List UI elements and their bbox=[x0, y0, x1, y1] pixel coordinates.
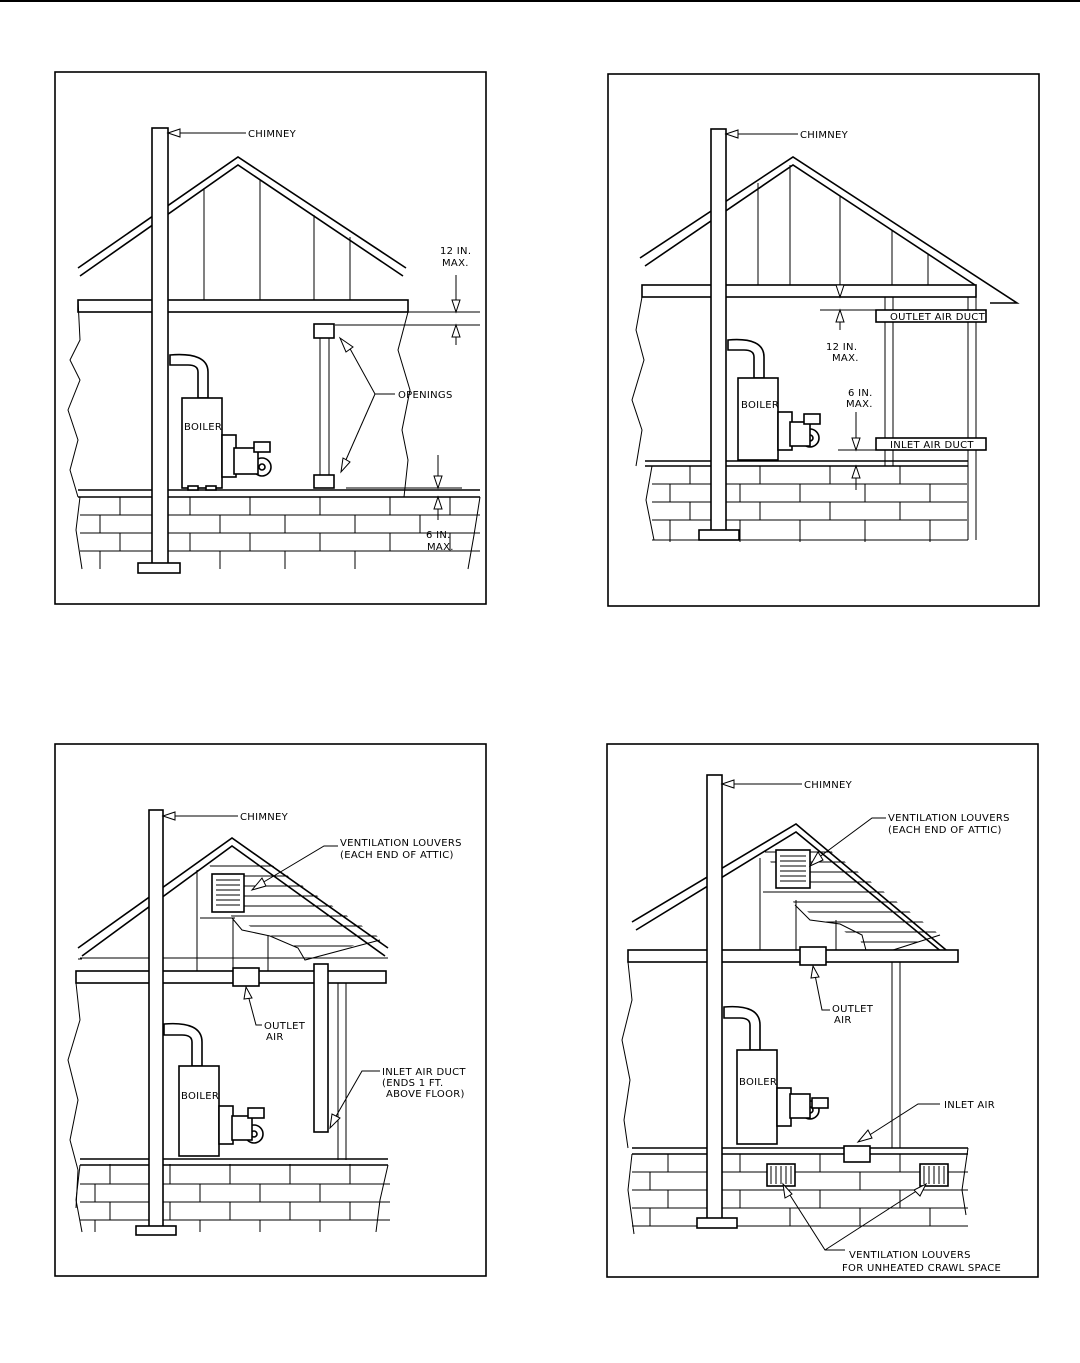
unheated-crawl-label: FOR UNHEATED CRAWL SPACE bbox=[842, 1263, 1002, 1274]
chimney-3 bbox=[149, 810, 163, 1228]
inlet-air-vent bbox=[844, 1146, 870, 1162]
vent-louvers-label-4: VENTILATION LOUVERS bbox=[888, 813, 1010, 824]
panel-attic-vent bbox=[55, 744, 486, 1276]
boiler-label-4: BOILER bbox=[739, 1077, 778, 1088]
outlet-label: OUTLET bbox=[264, 1021, 306, 1032]
twelve-in-label-2: 12 IN. bbox=[826, 342, 858, 353]
crawl-louver-left bbox=[767, 1164, 795, 1186]
chimney-label-2: CHIMNEY bbox=[800, 130, 849, 141]
max-label-4: MAX. bbox=[846, 399, 873, 410]
inlet-air-duct-3 bbox=[314, 964, 328, 1132]
outlet-air-vent bbox=[800, 947, 826, 965]
boiler-label-2: BOILER bbox=[741, 400, 780, 411]
six-in-label: 6 IN. bbox=[426, 530, 451, 541]
vent-louvers-label: VENTILATION LOUVERS bbox=[340, 838, 462, 849]
air-label-4: AIR bbox=[834, 1015, 852, 1026]
inlet-air-duct-label-3: INLET AIR DUCT bbox=[382, 1067, 466, 1078]
panel-frame-3 bbox=[55, 744, 486, 1276]
boiler-3 bbox=[164, 1024, 264, 1156]
above-floor-label: ABOVE FLOOR) bbox=[386, 1089, 465, 1100]
boiler-label: BOILER bbox=[184, 422, 223, 433]
chimney-label-3: CHIMNEY bbox=[240, 812, 289, 823]
max-label-3: MAX. bbox=[832, 353, 859, 364]
inlet-air-label: INLET AIR bbox=[944, 1100, 996, 1111]
each-end-attic-label: (EACH END OF ATTIC) bbox=[340, 850, 454, 861]
boiler-4 bbox=[724, 1007, 828, 1144]
panel-openings bbox=[55, 72, 486, 604]
panel-frame-2 bbox=[608, 74, 1039, 606]
panel-frame bbox=[55, 72, 486, 604]
outlet-air-duct-label: OUTLET AIR DUCT bbox=[890, 312, 986, 323]
air-label: AIR bbox=[266, 1032, 284, 1043]
panel-ducts bbox=[608, 74, 1039, 606]
chimney bbox=[152, 128, 168, 564]
twelve-in-label: 12 IN. bbox=[440, 246, 472, 257]
max-label-2: MAX. bbox=[427, 542, 454, 553]
brick-foundation bbox=[80, 497, 480, 569]
boiler-label-3: BOILER bbox=[181, 1091, 220, 1102]
panel-crawl-space bbox=[607, 744, 1038, 1277]
openings-label: OPENINGS bbox=[398, 390, 453, 401]
crawl-louver-right bbox=[920, 1164, 948, 1186]
each-end-attic-label-4: (EACH END OF ATTIC) bbox=[888, 825, 1002, 836]
six-in-label-2: 6 IN. bbox=[848, 388, 873, 399]
max-label: MAX. bbox=[442, 258, 469, 269]
chimney-label-4: CHIMNEY bbox=[804, 780, 853, 791]
chimney-label: CHIMNEY bbox=[248, 129, 297, 140]
vent-louvers-crawl-label: VENTILATION LOUVERS bbox=[849, 1250, 971, 1261]
inlet-air-duct-label: INLET AIR DUCT bbox=[890, 440, 974, 451]
chimney-4 bbox=[707, 775, 722, 1219]
ends-1ft-label: (ENDS 1 FT. bbox=[382, 1078, 444, 1089]
chimney-2 bbox=[711, 129, 726, 531]
outlet-label-4: OUTLET bbox=[832, 1004, 874, 1015]
